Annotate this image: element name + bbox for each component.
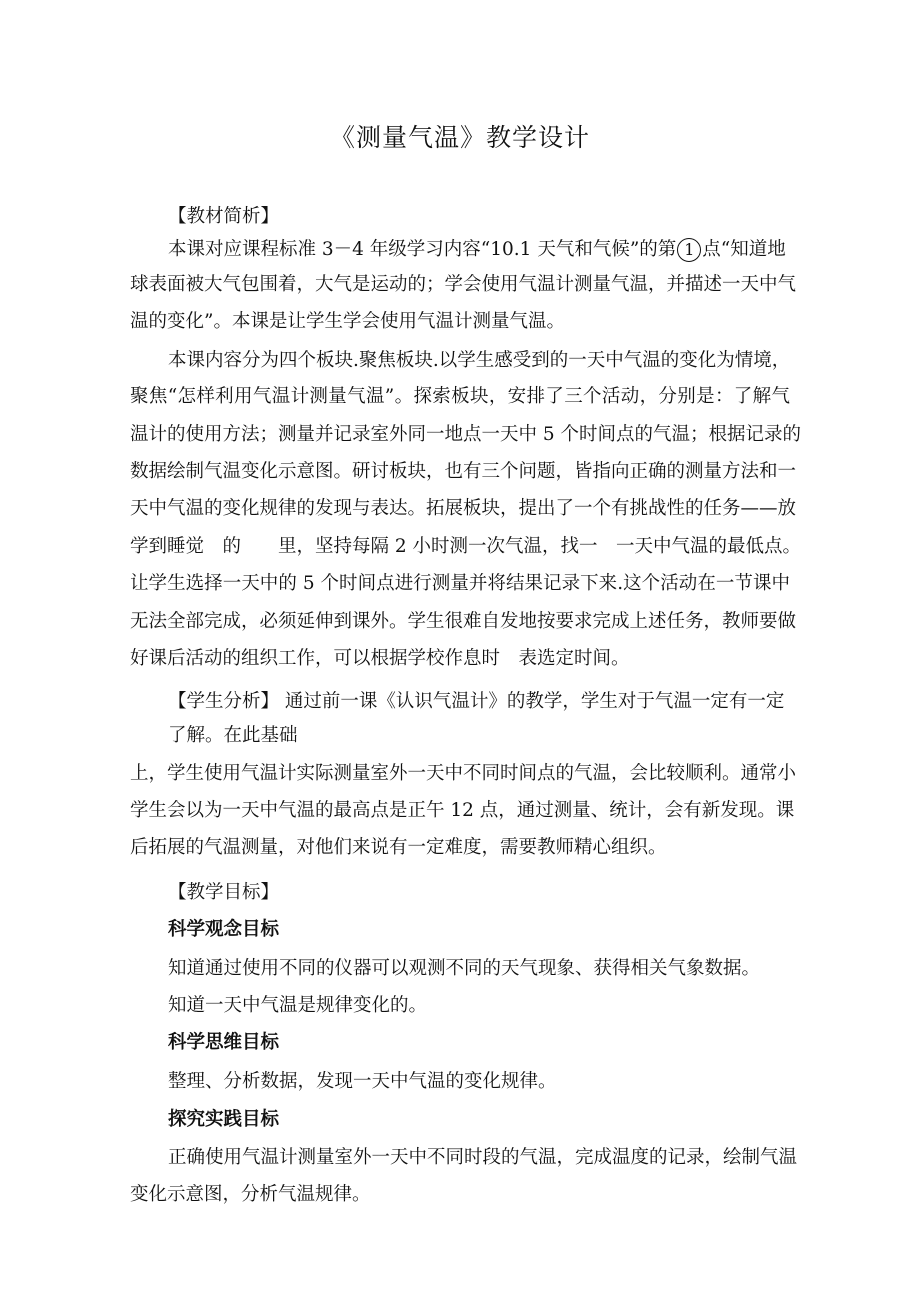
paragraph-line: 温的变化”。本课是让学生学会使用气温计测量气温。 bbox=[130, 311, 565, 332]
document-title: 《测量气温》教学设计 bbox=[329, 123, 590, 152]
paragraph-line: 知道一天中气温是规律变化的。 bbox=[168, 995, 428, 1016]
paragraph-line: 聚焦“怎样利用气温计测量气温”。探索板块，安排了三个活动，分别是：了解气 bbox=[130, 386, 790, 407]
text-span: 本课对应课程标准 3－4 年级学习内容“10.1 天气和气候”的第 bbox=[168, 239, 677, 260]
paragraph-line: 无法全部完成，必须延伸到课外。学生很难自发地按要求完成上述任务，教师要做 bbox=[130, 611, 797, 632]
paragraph-line: 本课内容分为四个板块.聚焦板块.以学生感受到的一天中气温的变化为情境， bbox=[168, 350, 791, 371]
paragraph-line: 数据绘制气温变化示意图。研讨板块，也有三个问题，皆指向正确的测量方法和一 bbox=[130, 461, 797, 482]
paragraph-line: 天中气温的变化规律的发现与表达。拓展板块，提出了一个有挑战性的任务——放 bbox=[130, 498, 797, 519]
section-heading-teaching-goals: 【教学目标】 bbox=[168, 882, 280, 903]
paragraph-line: 学生会以为一天中气温的最高点是正午 12 点，通过测量、统计，会有新发现。课 bbox=[130, 800, 795, 821]
goal-title-science-concept: 科学观念目标 bbox=[168, 919, 280, 940]
paragraph-line: 温计的使用方法；测量并记录室外同一地点一天中 5 个时间点的气温；根据记录的 bbox=[130, 424, 802, 445]
text-span: 点“知道地 bbox=[702, 239, 786, 260]
paragraph-line: 知道通过使用不同的仪器可以观测不同的天气现象、获得相关气象数据。 bbox=[168, 958, 761, 979]
paragraph-line: 让学生选择一天中的 5 个时间点进行测量并将结果记录下来.这个活动在一节课中 bbox=[130, 573, 790, 594]
paragraph-line: 正确使用气温计测量室外一天中不同时段的气温，完成温度的记录，绘制气温 bbox=[168, 1147, 798, 1168]
paragraph-line: 变化示意图，分析气温规律。 bbox=[130, 1184, 371, 1205]
paragraph-line: 好课后活动的组织工作，可以根据学校作息时 表选定时间。 bbox=[130, 648, 630, 669]
paragraph-line: 了解。在此基础 bbox=[168, 725, 298, 746]
section-heading-textbook-analysis: 【教材简析】 bbox=[168, 206, 280, 227]
paragraph-line: 上，学生使用气温计实际测量室外一天中不同时间点的气温，会比较顺利。通常小 bbox=[130, 763, 797, 784]
paragraph-line: 球表面被大气包围着，大气是运动的；学会使用气温计测量气温，并描述一天中气 bbox=[130, 274, 797, 295]
goal-title-science-thinking: 科学思维目标 bbox=[168, 1032, 280, 1053]
paragraph-line: 学到睡觉 的 里，坚持每隔 2 小时测一次气温，找一 一天中气温的最低点。 bbox=[130, 536, 802, 557]
paragraph-line: 后拓展的气温测量，对他们来说有一定难度，需要教师精心组织。 bbox=[130, 837, 667, 858]
paragraph-line: 整理、分析数据，发现一天中气温的变化规律。 bbox=[168, 1071, 557, 1092]
paragraph-line bbox=[168, 238, 786, 262]
section-heading-student-analysis: 【学生分析】 bbox=[168, 691, 280, 712]
paragraph-line bbox=[168, 690, 784, 714]
text-span: 通过前一课《认识气温计》的教学，学生对于气温一定有一定 bbox=[284, 691, 785, 712]
circled-number: 1 bbox=[677, 238, 701, 262]
goal-title-inquiry-practice: 探究实践目标 bbox=[168, 1109, 280, 1130]
